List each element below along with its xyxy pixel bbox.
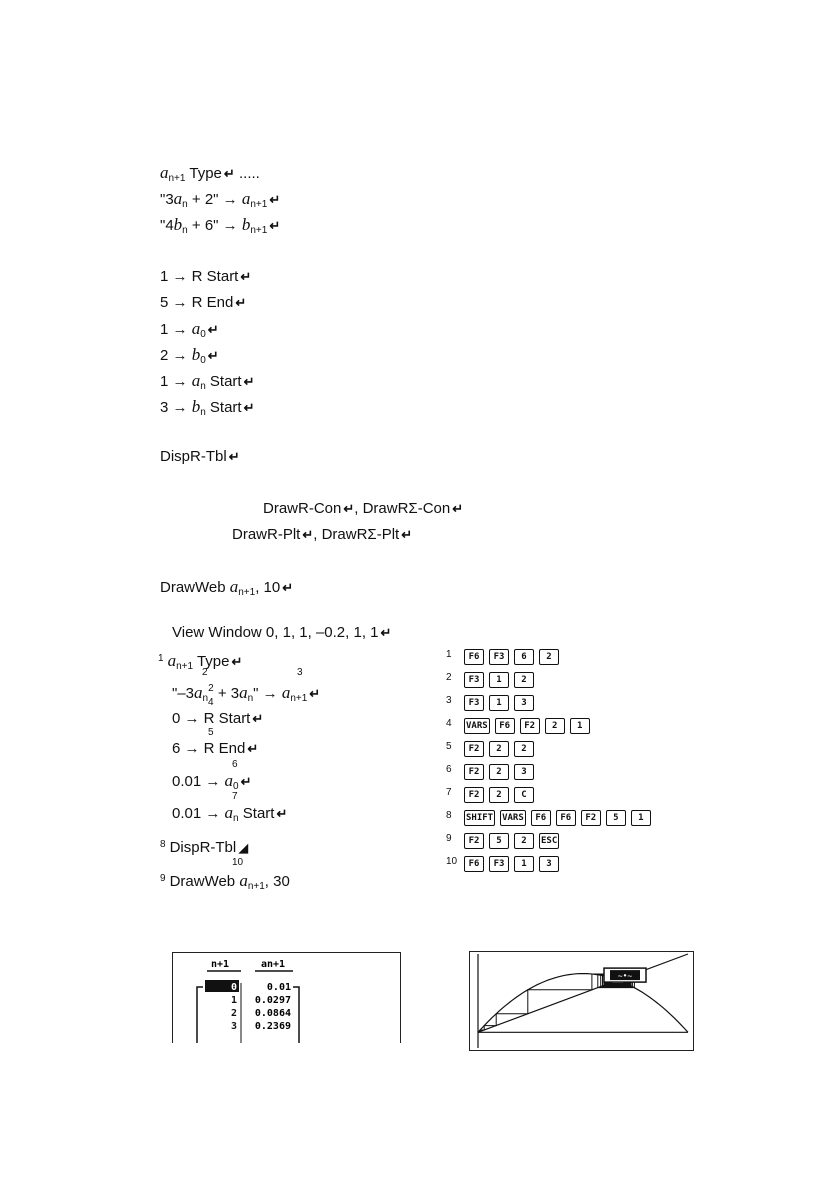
key-f2: F2 [464, 741, 484, 757]
key-3: 3 [514, 764, 534, 780]
enter-icon: ↵ [240, 774, 252, 789]
key-3: 3 [514, 695, 534, 711]
key-2: 2 [514, 672, 534, 688]
table-cell-value: 0.01 [266, 982, 291, 993]
enter-icon: ↵ [302, 527, 314, 542]
key-sequence-number: 8 [446, 810, 452, 821]
enter-icon: ↵ [240, 269, 252, 284]
table-cell-value: 0.0297 [254, 995, 291, 1006]
identity-line [478, 954, 688, 1032]
enter-icon: ↵ [207, 348, 219, 363]
an-start-line: $1 \to a_n$ Start ↵ [160, 371, 255, 392]
example-formula-line: "$-3a_n^2 + 3a_n$" → $a_{n+1}$ ↵ [172, 683, 321, 704]
key-2: 2 [514, 833, 534, 849]
enter-icon: ↵ [235, 295, 247, 310]
enter-icon: ↵ [343, 501, 355, 516]
table-cell-value: 0.2369 [254, 1021, 291, 1032]
key-f6: F6 [464, 649, 484, 665]
key-sequence-number: 4 [446, 718, 452, 729]
key-f6: F6 [495, 718, 515, 734]
enter-icon: ↵ [401, 527, 413, 542]
enter-icon: ↵ [228, 449, 240, 464]
key-sequence-row [446, 763, 539, 781]
parabola-curve [478, 971, 688, 1033]
table-cell-n: 1 [230, 995, 237, 1006]
enter-icon: ↵ [243, 400, 255, 415]
step-marker: 6 [232, 759, 238, 770]
r-start-line: 1 → R Start ↵ [160, 268, 252, 285]
key-2: 2 [539, 649, 559, 665]
key-vars: VARS [500, 810, 526, 826]
key-sequence-number: 1 [446, 649, 452, 660]
key-f3: F3 [464, 695, 484, 711]
key-1: 1 [489, 672, 509, 688]
example-disp-tbl-line: 8 DispR-Tbl ◢ [160, 839, 249, 856]
view-window-line: View Window 0, 1, 1, –0.2, 1, 1 ↵ [172, 624, 392, 641]
example-r-start-line: 0 → R Start ↵ [172, 710, 264, 727]
example-r-end-line: 6 → R End ↵ [172, 740, 259, 757]
web-graph [470, 952, 693, 1050]
key-sequence-number: 3 [446, 695, 452, 706]
key-2: 2 [545, 718, 565, 734]
key-sequence-number: 2 [446, 672, 452, 683]
drawweb-line: DrawWeb $a_{n+1}$, 10 ↵ [160, 577, 294, 598]
key-f2: F2 [464, 833, 484, 849]
enter-icon: ↵ [207, 322, 219, 337]
key-f3: F3 [464, 672, 484, 688]
key-vars: VARS [464, 718, 490, 734]
table-screen-svg [173, 953, 400, 1043]
step-marker: 3 [297, 667, 303, 678]
bn-start-line: $3 \to b_n$ Start ↵ [160, 397, 255, 418]
table-cell-n: 3 [230, 1021, 237, 1032]
key-2: 2 [489, 741, 509, 757]
key-f3: F3 [489, 649, 509, 665]
key-1: 1 [514, 856, 534, 872]
key-sequence-row [446, 809, 656, 827]
key-sequence-row [446, 648, 564, 666]
key-sequence-number: 10 [446, 856, 458, 867]
formula-b-line: "$4b_n + 6$" → $b_{n+1}$ ↵ [160, 215, 281, 236]
table-cell-n: 0 [230, 982, 237, 993]
key-2: 2 [489, 764, 509, 780]
type-line: $a_{n+1}$ Type ↵ ..... [160, 163, 260, 184]
key-f3: F3 [489, 856, 509, 872]
example-type-line: 1 $a_{n+1}$ Type ↵ [158, 651, 243, 672]
table-cell-n: 2 [230, 1008, 237, 1019]
web-graph-screen [469, 951, 694, 1051]
enter-icon: ↵ [282, 580, 294, 595]
key-sequence-number: 6 [446, 764, 452, 775]
key-sequence-row [446, 832, 564, 850]
enter-icon: ↵ [269, 218, 281, 233]
graph-cursor-glyph: ~•~ [617, 971, 633, 981]
enter-icon: ↵ [452, 501, 464, 516]
key-esc: ESC [539, 833, 559, 849]
key-2: 2 [489, 787, 509, 803]
key-sequence-row [446, 717, 595, 735]
a0-line: $1 \to a_0$ ↵ [160, 319, 219, 340]
key-5: 5 [489, 833, 509, 849]
draw-con-line: DrawR-Con ↵, DrawRΣ-Con ↵ [263, 500, 464, 517]
key-shift: SHIFT [464, 810, 495, 826]
key-f2: F2 [464, 764, 484, 780]
step-marker: 4 [208, 697, 214, 708]
enter-icon: ↵ [276, 806, 288, 821]
example-drawweb-line: 9 DrawWeb $a_{n+1}$, 30 [160, 871, 290, 892]
table-header-a: an+1 [261, 959, 286, 970]
disp-tbl-line: DispR-Tbl ↵ [160, 448, 240, 465]
key-sequence-row [446, 786, 539, 804]
enter-icon: ↵ [252, 711, 264, 726]
step-marker: 10 [232, 857, 244, 868]
enter-icon: ↵ [223, 166, 235, 181]
draw-plt-line: DrawR-Plt ↵, DrawRΣ-Plt ↵ [232, 526, 413, 543]
key-f6: F6 [531, 810, 551, 826]
formula-a-line: "$3a_n + 2$" → $a_{n+1}$ ↵ [160, 189, 281, 210]
key-f2: F2 [464, 787, 484, 803]
key-5: 5 [606, 810, 626, 826]
table-cell-value: 0.0864 [254, 1008, 291, 1019]
key-f6: F6 [556, 810, 576, 826]
step-marker: 5 [208, 727, 214, 738]
key-sequence-row [446, 740, 539, 758]
key-c: C [514, 787, 534, 803]
key-sequence-number: 5 [446, 741, 452, 752]
table-screen [172, 952, 401, 1043]
key-sequence-row [446, 671, 539, 689]
b0-line: $2 \to b_0$ ↵ [160, 345, 219, 366]
enter-icon: ↵ [243, 374, 255, 389]
key-3: 3 [539, 856, 559, 872]
key-f6: F6 [464, 856, 484, 872]
step-marker: 2 [202, 667, 208, 678]
key-6: 6 [514, 649, 534, 665]
key-2: 2 [514, 741, 534, 757]
key-sequence-number: 9 [446, 833, 452, 844]
enter-icon: ↵ [309, 686, 321, 701]
step-marker: 7 [232, 791, 238, 802]
example-a0-line: $0.01 \to a_0$ ↵ [172, 771, 252, 792]
key-sequence-row [446, 694, 539, 712]
key-1: 1 [570, 718, 590, 734]
table-header-n: n+1 [211, 959, 230, 970]
enter-icon: ↵ [269, 192, 281, 207]
key-1: 1 [631, 810, 651, 826]
key-1: 1 [489, 695, 509, 711]
key-f2: F2 [520, 718, 540, 734]
key-sequence-row [446, 855, 564, 873]
r-end-line: 5 → R End ↵ [160, 294, 247, 311]
enter-icon: ↵ [247, 741, 259, 756]
enter-icon: ↵ [231, 654, 243, 669]
key-f2: F2 [581, 810, 601, 826]
example-an-start-line: $0.01 \to a_n$ Start ↵ [172, 803, 288, 824]
enter-icon: ↵ [380, 625, 392, 640]
display-triangle-icon: ◢ [238, 840, 249, 855]
key-sequence-number: 7 [446, 787, 452, 798]
